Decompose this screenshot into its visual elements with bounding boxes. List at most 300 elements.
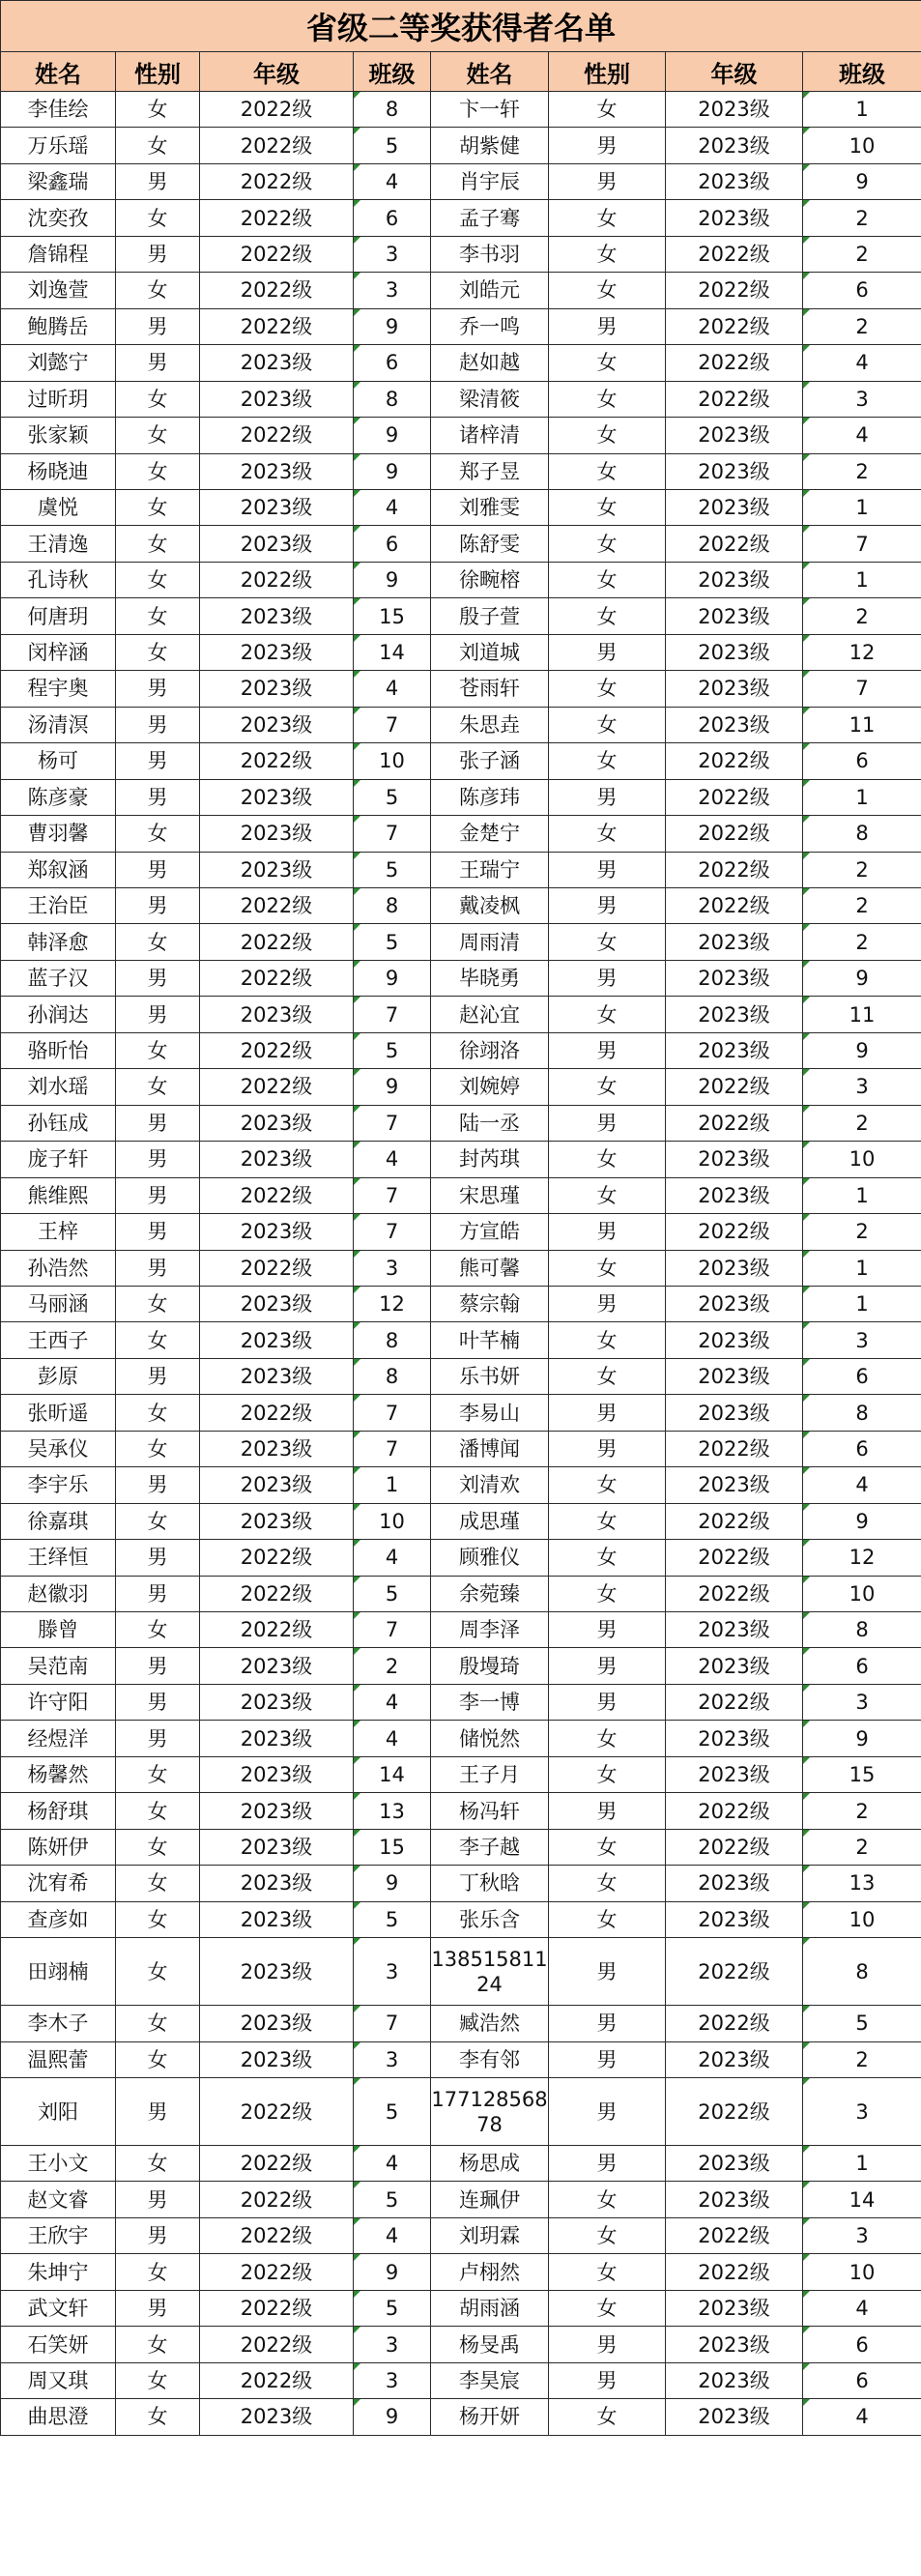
gender-cell[interactable]: 女	[116, 273, 200, 308]
name-cell[interactable]: 汤清溟	[1, 707, 116, 742]
class-cell[interactable]: 15	[354, 598, 431, 634]
class-cell[interactable]: 2	[803, 1214, 921, 1250]
name-cell[interactable]: 闵梓涵	[1, 634, 116, 670]
column-header[interactable]: 班级	[803, 52, 921, 92]
gender-cell[interactable]: 女	[116, 128, 200, 163]
class-cell[interactable]: 6	[803, 743, 921, 779]
grade-cell[interactable]: 2023级	[666, 2362, 803, 2398]
grade-cell[interactable]: 2022级	[200, 1177, 354, 1213]
grade-cell[interactable]: 2022级	[666, 308, 803, 344]
gender-cell[interactable]: 女	[549, 816, 666, 852]
grade-cell[interactable]: 2023级	[666, 562, 803, 597]
gender-cell[interactable]: 女	[116, 489, 200, 525]
class-cell[interactable]: 2	[803, 2041, 921, 2077]
class-cell[interactable]: 6	[803, 1431, 921, 1466]
class-cell[interactable]: 10	[803, 1576, 921, 1611]
gender-cell[interactable]: 男	[116, 1648, 200, 1684]
name-cell[interactable]: 田翊楠	[1, 1938, 116, 2006]
name-cell[interactable]: 赵如越	[431, 345, 549, 381]
gender-cell[interactable]: 女	[116, 92, 200, 128]
gender-cell[interactable]: 女	[116, 381, 200, 417]
grade-cell[interactable]: 2022级	[200, 236, 354, 272]
gender-cell[interactable]: 男	[549, 887, 666, 923]
name-cell[interactable]: 曲思澄	[1, 2399, 116, 2435]
name-cell[interactable]: 滕曾	[1, 1612, 116, 1648]
grade-cell[interactable]: 2022级	[666, 1829, 803, 1865]
class-cell[interactable]: 4	[803, 2290, 921, 2326]
gender-cell[interactable]: 女	[116, 2041, 200, 2077]
gender-cell[interactable]: 男	[549, 2146, 666, 2182]
grade-cell[interactable]: 2022级	[200, 2254, 354, 2290]
grade-cell[interactable]: 2022级	[666, 887, 803, 923]
grade-cell[interactable]: 2022级	[666, 852, 803, 887]
gender-cell[interactable]: 女	[116, 816, 200, 852]
class-cell[interactable]: 1	[803, 1177, 921, 1213]
grade-cell[interactable]: 2022级	[666, 1793, 803, 1829]
gender-cell[interactable]: 男	[549, 2041, 666, 2077]
class-cell[interactable]: 1	[354, 1467, 431, 1503]
name-cell[interactable]: 李易山	[431, 1395, 549, 1431]
gender-cell[interactable]: 女	[116, 1829, 200, 1865]
name-cell[interactable]: 李昊宸	[431, 2362, 549, 2398]
gender-cell[interactable]: 女	[116, 1322, 200, 1358]
grade-cell[interactable]: 2023级	[666, 997, 803, 1032]
grade-cell[interactable]: 2022级	[200, 2146, 354, 2182]
grade-cell[interactable]: 2022级	[666, 1105, 803, 1141]
class-cell[interactable]: 9	[354, 1069, 431, 1105]
class-cell[interactable]: 5	[803, 2006, 921, 2041]
grade-cell[interactable]: 2023级	[666, 1322, 803, 1358]
gender-cell[interactable]: 男	[549, 128, 666, 163]
grade-cell[interactable]: 2023级	[200, 707, 354, 742]
class-cell[interactable]: 3	[354, 2327, 431, 2362]
grade-cell[interactable]: 2023级	[666, 707, 803, 742]
class-cell[interactable]: 15	[354, 1829, 431, 1865]
gender-cell[interactable]: 男	[549, 308, 666, 344]
name-cell[interactable]: 刘婉婷	[431, 1069, 549, 1105]
class-cell[interactable]: 1	[803, 92, 921, 128]
name-cell[interactable]: 熊可馨	[431, 1250, 549, 1286]
gender-cell[interactable]: 女	[549, 2217, 666, 2253]
gender-cell[interactable]: 男	[116, 1105, 200, 1141]
class-cell[interactable]: 3	[354, 2041, 431, 2077]
name-cell[interactable]: 李书羽	[431, 236, 549, 272]
class-cell[interactable]: 9	[354, 2254, 431, 2290]
name-cell[interactable]: 韩泽愈	[1, 924, 116, 960]
grade-cell[interactable]: 2023级	[200, 671, 354, 707]
name-cell[interactable]: 熊维熙	[1, 1177, 116, 1213]
gender-cell[interactable]: 女	[116, 598, 200, 634]
class-cell[interactable]: 13	[354, 1793, 431, 1829]
name-cell[interactable]: 李一博	[431, 1684, 549, 1720]
class-cell[interactable]: 14	[354, 1756, 431, 1792]
gender-cell[interactable]: 女	[549, 1503, 666, 1539]
grade-cell[interactable]: 2023级	[200, 1286, 354, 1321]
gender-cell[interactable]: 男	[116, 2078, 200, 2146]
class-cell[interactable]: 9	[803, 1721, 921, 1756]
gender-cell[interactable]: 女	[549, 997, 666, 1032]
class-cell[interactable]: 5	[354, 128, 431, 163]
gender-cell[interactable]: 男	[116, 997, 200, 1032]
name-cell[interactable]: 金楚宁	[431, 816, 549, 852]
grade-cell[interactable]: 2023级	[666, 598, 803, 634]
name-cell[interactable]: 刘道城	[431, 634, 549, 670]
name-cell[interactable]: 经煜洋	[1, 1721, 116, 1756]
gender-cell[interactable]: 女	[549, 453, 666, 489]
name-cell[interactable]: 刘清欢	[431, 1467, 549, 1503]
grade-cell[interactable]: 2023级	[200, 1105, 354, 1141]
gender-cell[interactable]: 男	[549, 163, 666, 199]
class-cell[interactable]: 6	[803, 273, 921, 308]
class-cell[interactable]: 2	[803, 1105, 921, 1141]
name-cell[interactable]: 封芮琪	[431, 1142, 549, 1177]
name-cell[interactable]: 杨馨然	[1, 1756, 116, 1792]
class-cell[interactable]: 7	[803, 526, 921, 562]
gender-cell[interactable]: 男	[549, 1938, 666, 2006]
grade-cell[interactable]: 2023级	[200, 634, 354, 670]
gender-cell[interactable]: 男	[116, 743, 200, 779]
name-cell[interactable]: 顾雅仪	[431, 1540, 549, 1576]
name-cell[interactable]: 戴凌枫	[431, 887, 549, 923]
gender-cell[interactable]: 男	[116, 1576, 200, 1611]
grade-cell[interactable]: 2022级	[200, 163, 354, 199]
grade-cell[interactable]: 2022级	[666, 1214, 803, 1250]
name-cell[interactable]: 叶芊楠	[431, 1322, 549, 1358]
class-cell[interactable]: 4	[354, 2217, 431, 2253]
name-cell[interactable]: 梁清筱	[431, 381, 549, 417]
column-header[interactable]: 年级	[200, 52, 354, 92]
gender-cell[interactable]: 女	[116, 1395, 200, 1431]
class-cell[interactable]: 11	[803, 997, 921, 1032]
grade-cell[interactable]: 2023级	[200, 852, 354, 887]
grade-cell[interactable]: 2023级	[200, 1431, 354, 1466]
name-cell[interactable]: 杨晓迪	[1, 453, 116, 489]
grade-cell[interactable]: 2022级	[666, 779, 803, 815]
name-cell[interactable]: 李木子	[1, 2006, 116, 2041]
grade-cell[interactable]: 2023级	[200, 1793, 354, 1829]
class-cell[interactable]: 10	[354, 743, 431, 779]
name-cell[interactable]: 朱思垚	[431, 707, 549, 742]
gender-cell[interactable]: 女	[549, 2182, 666, 2217]
class-cell[interactable]: 2	[803, 1793, 921, 1829]
grade-cell[interactable]: 2023级	[666, 200, 803, 236]
name-cell[interactable]: 蔡宗翰	[431, 1286, 549, 1321]
gender-cell[interactable]: 女	[116, 562, 200, 597]
gender-cell[interactable]: 男	[549, 779, 666, 815]
name-cell[interactable]: 李宇乐	[1, 1467, 116, 1503]
gender-cell[interactable]: 男	[116, 1358, 200, 1394]
class-cell[interactable]: 7	[354, 1431, 431, 1466]
gender-cell[interactable]: 女	[549, 707, 666, 742]
name-cell[interactable]: 杨开妍	[431, 2399, 549, 2435]
name-cell[interactable]: 沈奕孜	[1, 200, 116, 236]
class-cell[interactable]: 2	[803, 887, 921, 923]
gender-cell[interactable]: 女	[549, 1756, 666, 1792]
class-cell[interactable]: 3	[803, 381, 921, 417]
class-cell[interactable]: 3	[803, 1322, 921, 1358]
grade-cell[interactable]: 2023级	[666, 1395, 803, 1431]
gender-cell[interactable]: 男	[116, 1177, 200, 1213]
gender-cell[interactable]: 男	[549, 2327, 666, 2362]
class-cell[interactable]: 5	[354, 852, 431, 887]
gender-cell[interactable]: 女	[116, 1431, 200, 1466]
name-cell[interactable]: 梁鑫瑞	[1, 163, 116, 199]
grade-cell[interactable]: 2023级	[200, 489, 354, 525]
name-cell[interactable]: 潘博闻	[431, 1431, 549, 1466]
gender-cell[interactable]: 女	[549, 924, 666, 960]
class-cell[interactable]: 9	[354, 308, 431, 344]
grade-cell[interactable]: 2023级	[666, 92, 803, 128]
column-header[interactable]: 性别	[116, 52, 200, 92]
grade-cell[interactable]: 2022级	[200, 1612, 354, 1648]
gender-cell[interactable]: 女	[116, 1901, 200, 1937]
sheet-title[interactable]: 省级二等奖获得者名单	[1, 1, 921, 52]
name-cell[interactable]: 陈妍伊	[1, 1829, 116, 1865]
grade-cell[interactable]: 2023级	[200, 1142, 354, 1177]
gender-cell[interactable]: 女	[549, 1069, 666, 1105]
gender-cell[interactable]: 男	[549, 1793, 666, 1829]
name-cell[interactable]: 虞悦	[1, 489, 116, 525]
gender-cell[interactable]: 女	[549, 1721, 666, 1756]
name-cell[interactable]: 过昕玥	[1, 381, 116, 417]
grade-cell[interactable]: 2022级	[666, 345, 803, 381]
class-cell[interactable]: 7	[354, 1214, 431, 1250]
gender-cell[interactable]: 男	[549, 1612, 666, 1648]
class-cell[interactable]: 7	[354, 816, 431, 852]
gender-cell[interactable]: 女	[549, 1540, 666, 1576]
gender-cell[interactable]: 女	[549, 526, 666, 562]
gender-cell[interactable]: 女	[116, 1756, 200, 1792]
name-cell[interactable]: 周李泽	[431, 1612, 549, 1648]
class-cell[interactable]: 1	[803, 1250, 921, 1286]
class-cell[interactable]: 4	[354, 1684, 431, 1720]
class-cell[interactable]: 8	[803, 1395, 921, 1431]
gender-cell[interactable]: 女	[116, 2146, 200, 2182]
gender-cell[interactable]: 男	[549, 1431, 666, 1466]
grade-cell[interactable]: 2023级	[666, 1756, 803, 1792]
name-cell[interactable]: 查彦如	[1, 1901, 116, 1937]
name-cell[interactable]: 李有邻	[431, 2041, 549, 2077]
name-cell[interactable]: 杨思成	[431, 2146, 549, 2182]
grade-cell[interactable]: 2022级	[200, 1395, 354, 1431]
name-cell[interactable]: 殷墁琦	[431, 1648, 549, 1684]
class-cell[interactable]: 5	[354, 2078, 431, 2146]
class-cell[interactable]: 8	[354, 887, 431, 923]
grade-cell[interactable]: 2023级	[666, 2290, 803, 2326]
class-cell[interactable]: 2	[803, 308, 921, 344]
name-cell[interactable]: 马丽涵	[1, 1286, 116, 1321]
gender-cell[interactable]: 女	[116, 634, 200, 670]
grade-cell[interactable]: 2022级	[666, 743, 803, 779]
grade-cell[interactable]: 2023级	[666, 489, 803, 525]
grade-cell[interactable]: 2023级	[666, 2182, 803, 2217]
gender-cell[interactable]: 男	[549, 1105, 666, 1141]
class-cell[interactable]: 10	[354, 1503, 431, 1539]
name-cell[interactable]: 乐书妍	[431, 1358, 549, 1394]
name-cell[interactable]: 郑叙涵	[1, 852, 116, 887]
class-cell[interactable]: 2	[803, 598, 921, 634]
class-cell[interactable]: 4	[354, 1142, 431, 1177]
gender-cell[interactable]: 女	[116, 2399, 200, 2435]
grade-cell[interactable]: 2022级	[666, 2078, 803, 2146]
class-cell[interactable]: 9	[354, 2399, 431, 2435]
grade-cell[interactable]: 2022级	[200, 273, 354, 308]
class-cell[interactable]: 7	[803, 671, 921, 707]
gender-cell[interactable]: 女	[549, 598, 666, 634]
name-cell[interactable]: 徐畹榕	[431, 562, 549, 597]
class-cell[interactable]: 6	[354, 345, 431, 381]
gender-cell[interactable]: 女	[549, 1866, 666, 1901]
name-cell[interactable]: 詹锦程	[1, 236, 116, 272]
gender-cell[interactable]: 男	[549, 634, 666, 670]
name-cell[interactable]: 诸梓清	[431, 418, 549, 453]
grade-cell[interactable]: 2023级	[666, 960, 803, 996]
grade-cell[interactable]: 2023级	[666, 1142, 803, 1177]
name-cell[interactable]: 毕晓勇	[431, 960, 549, 996]
grade-cell[interactable]: 2022级	[200, 200, 354, 236]
grade-cell[interactable]: 2023级	[666, 2399, 803, 2435]
grade-cell[interactable]: 2023级	[666, 418, 803, 453]
column-header[interactable]: 姓名	[1, 52, 116, 92]
gender-cell[interactable]: 女	[549, 236, 666, 272]
grade-cell[interactable]: 2023级	[666, 1286, 803, 1321]
class-cell[interactable]: 4	[354, 163, 431, 199]
gender-cell[interactable]: 男	[116, 671, 200, 707]
class-cell[interactable]: 2	[803, 453, 921, 489]
class-cell[interactable]: 5	[354, 779, 431, 815]
gender-cell[interactable]: 男	[116, 1721, 200, 1756]
gender-cell[interactable]: 女	[549, 1250, 666, 1286]
grade-cell[interactable]: 2023级	[666, 1901, 803, 1937]
name-cell[interactable]: 殷子萱	[431, 598, 549, 634]
class-cell[interactable]: 15	[803, 1756, 921, 1792]
name-cell[interactable]: 连珮伊	[431, 2182, 549, 2217]
class-cell[interactable]: 3	[803, 1069, 921, 1105]
grade-cell[interactable]: 2023级	[200, 1467, 354, 1503]
class-cell[interactable]: 2	[803, 852, 921, 887]
name-cell[interactable]: 刘逸萱	[1, 273, 116, 308]
grade-cell[interactable]: 2022级	[200, 2217, 354, 2253]
grade-cell[interactable]: 2022级	[200, 1250, 354, 1286]
gender-cell[interactable]: 女	[116, 1069, 200, 1105]
gender-cell[interactable]: 女	[116, 453, 200, 489]
grade-cell[interactable]: 2023级	[666, 1612, 803, 1648]
name-cell[interactable]: 赵文睿	[1, 2182, 116, 2217]
class-cell[interactable]: 10	[803, 128, 921, 163]
grade-cell[interactable]: 2022级	[666, 1431, 803, 1466]
class-cell[interactable]: 12	[803, 1540, 921, 1576]
grade-cell[interactable]: 2023级	[200, 526, 354, 562]
class-cell[interactable]: 10	[803, 2254, 921, 2290]
name-cell[interactable]: 张昕遥	[1, 1395, 116, 1431]
gender-cell[interactable]: 男	[549, 2006, 666, 2041]
class-cell[interactable]: 6	[354, 200, 431, 236]
grade-cell[interactable]: 2022级	[200, 1540, 354, 1576]
gender-cell[interactable]: 女	[549, 1358, 666, 1394]
name-cell[interactable]: 周又琪	[1, 2362, 116, 2398]
grade-cell[interactable]: 2022级	[200, 2327, 354, 2362]
column-header[interactable]: 姓名	[431, 52, 549, 92]
class-cell[interactable]: 1	[803, 2146, 921, 2182]
gender-cell[interactable]: 女	[116, 1938, 200, 2006]
class-cell[interactable]: 12	[803, 634, 921, 670]
grade-cell[interactable]: 2022级	[666, 1938, 803, 2006]
class-cell[interactable]: 7	[354, 1612, 431, 1648]
name-cell[interactable]: 庞子轩	[1, 1142, 116, 1177]
grade-cell[interactable]: 2023级	[666, 924, 803, 960]
class-cell[interactable]: 3	[803, 1684, 921, 1720]
class-cell[interactable]: 4	[803, 345, 921, 381]
name-cell[interactable]: 吴范南	[1, 1648, 116, 1684]
gender-cell[interactable]: 男	[116, 236, 200, 272]
gender-cell[interactable]: 女	[549, 1467, 666, 1503]
grade-cell[interactable]: 2022级	[200, 1069, 354, 1105]
gender-cell[interactable]: 男	[116, 163, 200, 199]
class-cell[interactable]: 2	[803, 1829, 921, 1865]
name-cell[interactable]: 王梓	[1, 1214, 116, 1250]
gender-cell[interactable]: 女	[116, 1793, 200, 1829]
name-cell[interactable]: 陈舒雯	[431, 526, 549, 562]
grade-cell[interactable]: 2023级	[200, 345, 354, 381]
grade-cell[interactable]: 2023级	[200, 1648, 354, 1684]
gender-cell[interactable]: 女	[549, 562, 666, 597]
name-cell[interactable]: 郑子昱	[431, 453, 549, 489]
class-cell[interactable]: 14	[354, 634, 431, 670]
grade-cell[interactable]: 2023级	[200, 779, 354, 815]
grade-cell[interactable]: 2023级	[666, 128, 803, 163]
gender-cell[interactable]: 女	[549, 92, 666, 128]
grade-cell[interactable]: 2022级	[666, 1684, 803, 1720]
name-cell[interactable]: 万乐瑶	[1, 128, 116, 163]
class-cell[interactable]: 7	[354, 1105, 431, 1141]
name-cell[interactable]: 蓝子汉	[1, 960, 116, 996]
class-cell[interactable]: 4	[803, 1467, 921, 1503]
class-cell[interactable]: 1	[803, 489, 921, 525]
grade-cell[interactable]: 2023级	[200, 1684, 354, 1720]
name-cell[interactable]: 余菀臻	[431, 1576, 549, 1611]
name-cell[interactable]: 赵沁宜	[431, 997, 549, 1032]
gender-cell[interactable]: 男	[116, 1250, 200, 1286]
class-cell[interactable]: 7	[354, 707, 431, 742]
name-cell[interactable]: 刘懿宁	[1, 345, 116, 381]
gender-cell[interactable]: 女	[549, 2254, 666, 2290]
class-cell[interactable]: 9	[354, 453, 431, 489]
class-cell[interactable]: 8	[803, 1938, 921, 2006]
name-cell[interactable]: 刘水瑶	[1, 1069, 116, 1105]
name-cell[interactable]: 张家颖	[1, 418, 116, 453]
gender-cell[interactable]: 女	[549, 671, 666, 707]
class-cell[interactable]: 6	[803, 2362, 921, 2398]
grade-cell[interactable]: 2023级	[200, 1721, 354, 1756]
gender-cell[interactable]: 男	[549, 1214, 666, 1250]
grade-cell[interactable]: 2022级	[200, 562, 354, 597]
grade-cell[interactable]: 2023级	[200, 1901, 354, 1937]
grade-cell[interactable]: 2023级	[666, 1358, 803, 1394]
class-cell[interactable]: 7	[354, 2006, 431, 2041]
grade-cell[interactable]: 2022级	[200, 924, 354, 960]
name-cell[interactable]: 方宣皓	[431, 1214, 549, 1250]
grade-cell[interactable]: 2023级	[666, 634, 803, 670]
grade-cell[interactable]: 2022级	[200, 128, 354, 163]
grade-cell[interactable]: 2022级	[200, 2290, 354, 2326]
grade-cell[interactable]: 2023级	[200, 2006, 354, 2041]
gender-cell[interactable]: 男	[116, 1214, 200, 1250]
class-cell[interactable]: 9	[354, 562, 431, 597]
class-cell[interactable]: 5	[354, 924, 431, 960]
name-cell[interactable]: 臧浩然	[431, 2006, 549, 2041]
name-cell[interactable]: 张子涵	[431, 743, 549, 779]
class-cell[interactable]: 13	[803, 1866, 921, 1901]
